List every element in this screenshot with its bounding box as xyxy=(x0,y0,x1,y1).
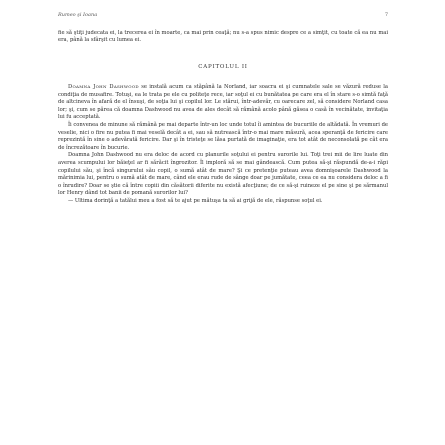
carryover-paragraph: fie să ştiţi judecata ei, la trecerea ei în moarte, ca mai prin ceaţă; nu s-a spus nimic despre ce a simţit, cu toate că ea nu mai era, până la sfârşit cu lumea ei. xyxy=(58,30,388,43)
paragraph-text: Doamna John Dashwood nu era deloc de acord cu planurile soţului ei pentru surorile lui. Toţi trei mii de lire luate din averea scumpului lor băieţel ar fi sărăcit îngrozitor. Îl imploră să se mai gândească. Cum putea să-şi răspundă de-a-i răpi copilului său, şi încă singurului său copil, o sumă atât de mare? Şi ce pretenţie puteau avea domnişoarele Dashwood la mărinimia lui, pentru o sumă atât de mare, când ele erau rude de sânge doar pe jumătate, ceea ce ea nu considera deloc a fi o înrudire? Doar se ştie că între copiii din căsătorii diferite nu există afecţiune; de ce să-şi ruineze el pe sine şi pe sărmanul lor Henry dând tot banii de pomană surorilor lui? xyxy=(58,152,388,197)
paragraph-1 xyxy=(58,84,388,122)
paragraph-text: se instală acum ca stăpână la Norland, iar soacra ei şi cumnatele sale se văzură reduse la condiţia de musafire. Totuşi, ea le trata pe ele cu politeţe rece, iar soţul ei cu bunătatea pe care era el în stare s-o simtă faţă de altcineva în afară de el însuşi, de soţia lui şi copilul lor. Le stărui, într-adevăr, cu oarecare zel, să considere Norland casa lor; şi, cum se părea că doamna Dashwood nu avea de ales decât să rămână acolo până găsea o casă în vecinătate, invitaţia lui fu acceptată. xyxy=(58,84,388,121)
running-head xyxy=(58,12,388,22)
paragraph-lead: Doamna John Dashwood xyxy=(68,84,139,90)
paragraph-text: — Ultima dorinţă a tatălui meu a fost să te ajut pe mătuşa ta să ai grijă de ele, răspunse soţul ei. xyxy=(68,197,323,204)
chapter-heading: CAPITOLUL II xyxy=(198,64,248,70)
paragraph-3 xyxy=(58,152,388,198)
running-head-title: Rumeo şi Ioana xyxy=(58,12,98,18)
page-number: 7 xyxy=(384,12,388,18)
paragraph-2 xyxy=(58,122,388,152)
paragraph-text: Îi convenea de minune să rămână pe mai departe într-un loc unde totul îi amintea de bucuriile de altădată. În vremuri de veselie, nici o fire nu putea fi mai veselă decât a ei, sau să nutrească într-o mai mare măsură, acea speranţă de fericire care reprezintă în sine o adevărată fericire. Dar şi în tristeţe se lăsa purtată de imaginaţie, era tot atât de neconsolată pe cât era de încrezătoare în bucurie. xyxy=(58,121,388,151)
chapter-body xyxy=(58,84,388,206)
paragraph-4 xyxy=(58,198,388,206)
